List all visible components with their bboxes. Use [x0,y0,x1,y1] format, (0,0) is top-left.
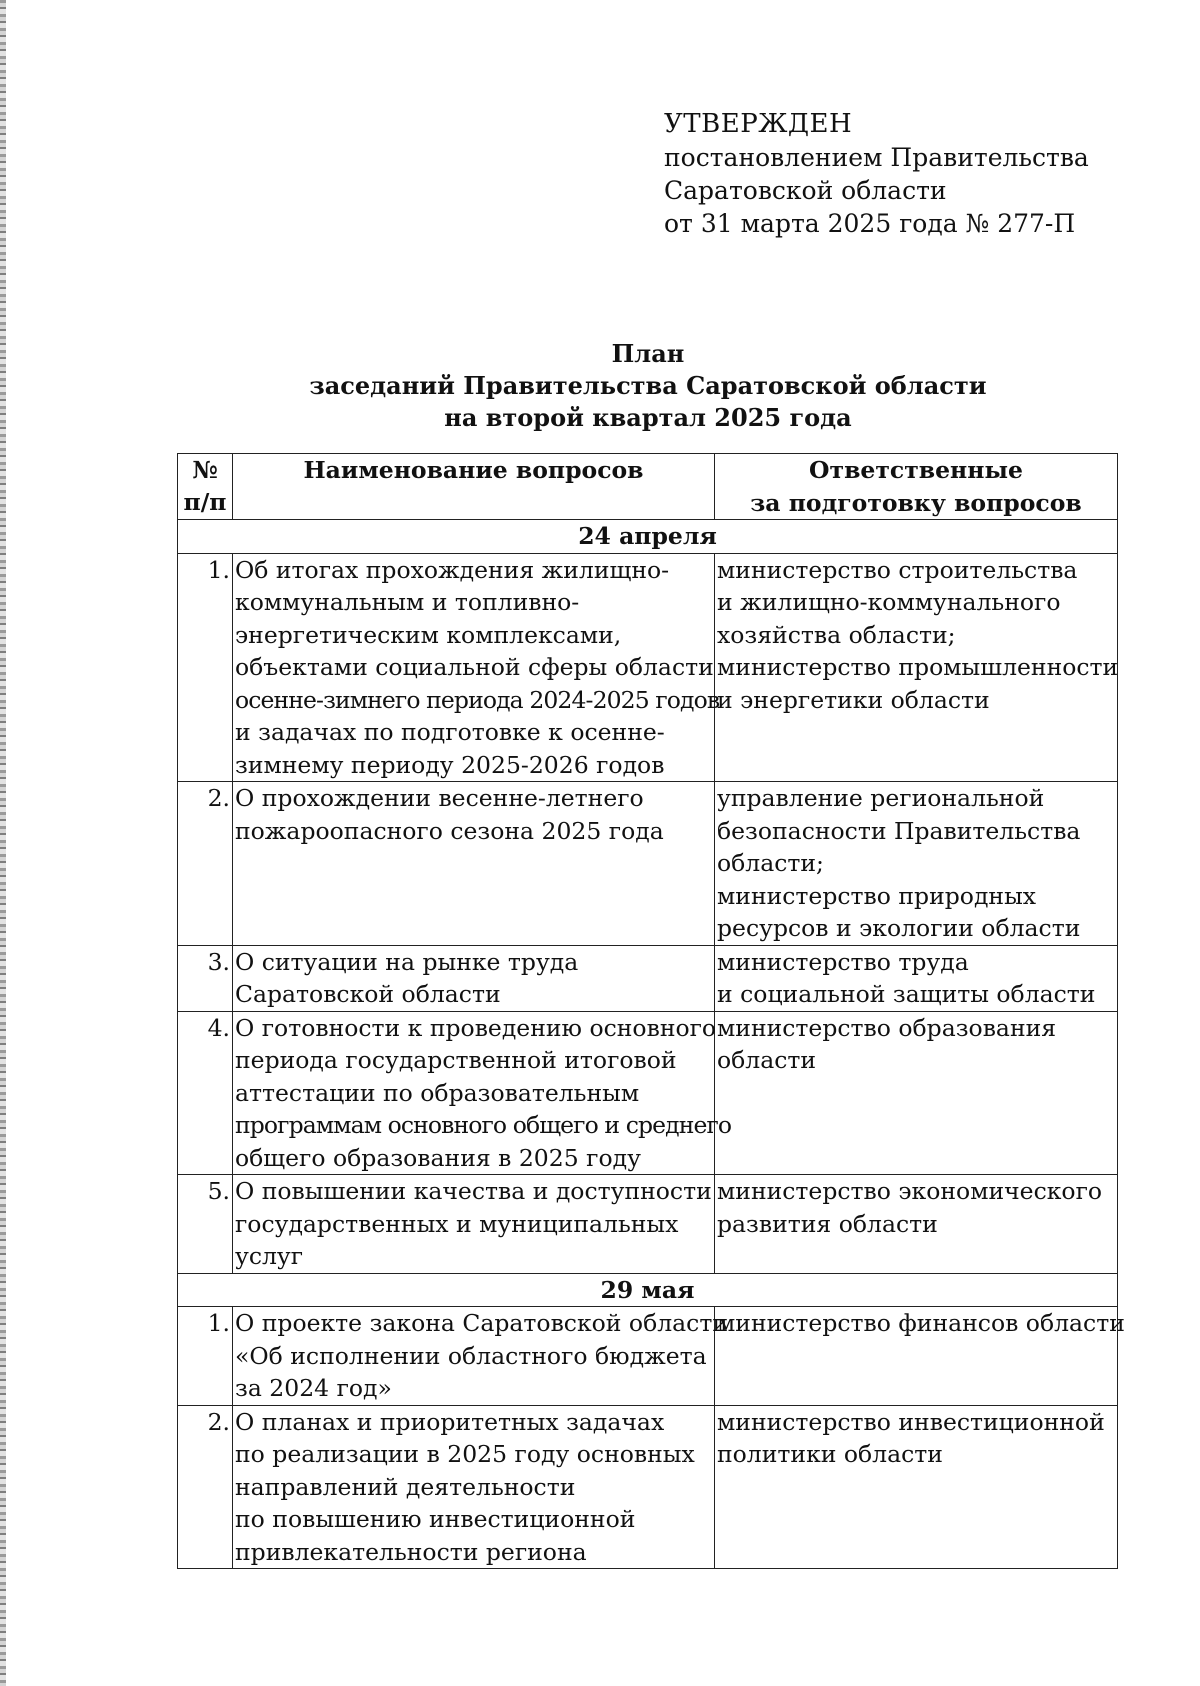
header-row [178,454,1118,520]
question-name-line: объектами социальной сферы области [235,653,714,681]
header-responsible: Ответственные за подготовку вопросов [715,454,1118,520]
question-name-line: Саратовской области [235,980,501,1008]
meeting-date: 24 апреля [178,520,1118,554]
question-name-line: общего образования в 2025 году [235,1143,641,1172]
approval-status: УТВЕРЖДЕН [664,109,853,139]
responsible-line: министерство промышленности [717,653,1119,681]
approval-region: Саратовской области [664,176,947,205]
header-number: № п/п [178,454,233,520]
approval-block [664,108,1089,240]
question-name-line: аттестации по образовательным [235,1078,640,1107]
question-name-line: услуг [235,1242,304,1270]
row-number: 5. [178,1175,233,1274]
question-name-line: привлекательности региона [235,1537,587,1566]
responsible-line: ресурсов и экологии области [717,914,1081,942]
responsible-line: и энергетики области [717,685,990,714]
row-number: 1. [178,553,233,782]
approval-date-number: от 31 марта 2025 года № 277-П [664,209,1076,238]
responsible-line: министерство строительства [717,555,1078,584]
question-name-line: по реализации в 2025 году основных [235,1440,695,1468]
responsible-line: и социальной защиты области [717,980,1096,1008]
question-name-line: за 2024 год» [235,1374,392,1402]
title-line-1: План [611,339,685,368]
question-name-line: осенне-зимнего периода 2024-2025 годов [235,685,720,714]
row-number: 1. [178,1307,233,1406]
responsible-line: области [717,1046,817,1074]
responsible-line: и жилищно-коммунального [717,588,1061,616]
date-section-row [178,1273,1118,1307]
question-name-line: «Об исполнении областного бюджета [235,1341,707,1370]
responsible-line: области; [717,849,824,877]
question-name [233,1011,732,1175]
plan-table [177,453,1125,1569]
scan-edge [0,0,6,1686]
question-name-line: периода государственной итоговой [235,1046,677,1074]
table-row [178,945,1118,1011]
table-row [178,1011,1118,1175]
responsible-party [715,1011,1118,1175]
responsible-party [715,1307,1125,1406]
responsible-line: безопасности Правительства [717,816,1081,845]
question-name [233,1405,715,1569]
row-number: 3. [178,945,233,1011]
header-name: Наименование вопросов [233,454,715,520]
question-name-line: О прохождении весенне-летнего [235,784,644,812]
question-name-line: О ситуации на рынке труда [235,947,579,976]
row-number: 2. [178,782,233,946]
question-name-line: пожароопасного сезона 2025 года [235,816,664,845]
question-name [233,553,720,782]
responsible-line: развития области [717,1209,938,1238]
responsible-party [715,945,1118,1011]
question-name-line: и задачах по подготовке к осенне- [235,718,665,746]
responsible-line: министерство финансов области [717,1309,1125,1337]
responsible-line: министерство образования [717,1013,1057,1042]
title-line-3: на второй квартал 2025 года [444,403,852,432]
responsible-line: хозяйства области; [717,620,956,649]
row-number: 4. [178,1011,233,1175]
question-name-line: энергетическим комплексами, [235,620,622,649]
question-name-line: направлений деятельности [235,1472,576,1501]
question-name [233,1175,715,1274]
question-name-line: коммунальным и топливно- [235,588,580,616]
row-number: 2. [178,1405,233,1569]
responsible-party [715,782,1118,946]
meeting-date: 29 мая [178,1273,1118,1307]
table-row [178,1307,1118,1406]
question-name-line: по повышению инвестиционной [235,1505,636,1533]
question-name-line: государственных и муниципальных [235,1209,679,1238]
question-name-line: О готовности к проведению основного [235,1013,717,1042]
date-section-row [178,520,1118,554]
question-name-line: Об итогах прохождения жилищно- [235,555,670,584]
question-name [233,945,715,1011]
title-line-2: заседаний Правительства Саратовской области [309,371,987,400]
document-title [0,338,1200,434]
question-name-line: программам основного общего и среднего [235,1111,732,1139]
approval-by: постановлением Правительства [664,143,1089,172]
question-name-line: О планах и приоритетных задачах [235,1407,665,1436]
table-row [178,553,1118,782]
responsible-line: министерство экономического [717,1177,1103,1205]
responsible-party [715,1175,1118,1274]
question-name-line: О проекте закона Саратовской области [235,1309,728,1337]
table-row [178,1405,1118,1569]
table-row [178,1175,1118,1274]
question-name-line: О повышении качества и доступности [235,1177,712,1205]
table-row [178,782,1118,946]
question-name [233,1307,728,1406]
responsible-line: министерство природных [717,881,1037,910]
question-name-line: зимнему периоду 2025-2026 годов [235,750,665,779]
responsible-line: управление региональной [717,784,1045,812]
question-name [233,782,715,946]
responsible-line: министерство инвестиционной [717,1407,1105,1436]
responsible-line: политики области [717,1440,943,1468]
responsible-party [715,1405,1118,1569]
responsible-line: министерство труда [717,947,969,976]
responsible-party [715,553,1118,782]
